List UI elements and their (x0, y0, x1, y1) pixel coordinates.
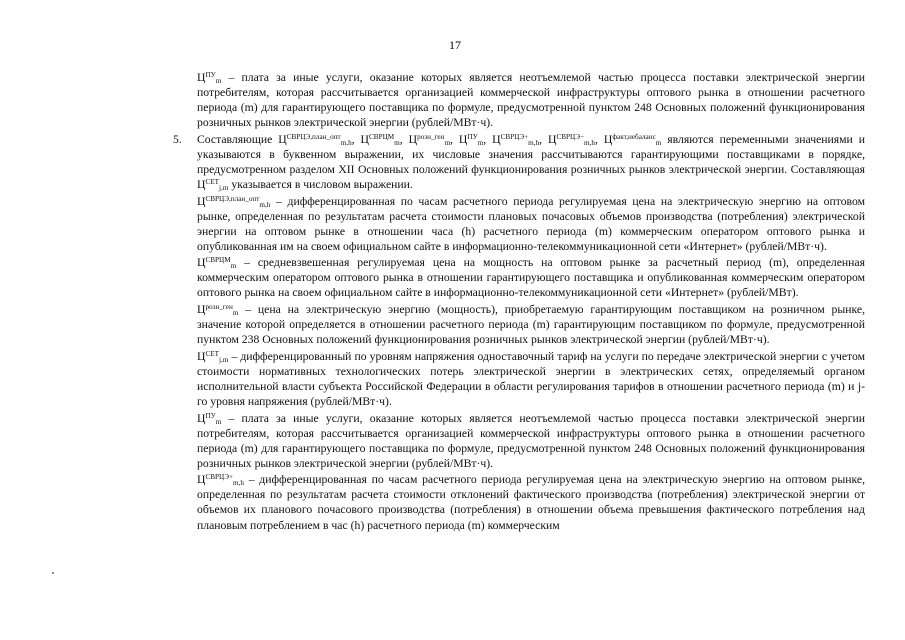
page-number: 17 (449, 38, 461, 52)
symbol-c-svrce-plus: $Ц^{СВРЦЭ+}_{m,h}$ (197, 473, 245, 488)
symbol-c-pu: $Ц^{ПУ}_m$ (197, 411, 222, 426)
symbol-c-set: $Ц^{СЕТ}_{j,m}$ (197, 177, 229, 192)
symbol-c-svrcm: $Ц^{СВРЦМ}_m$ (360, 132, 400, 147)
paragraph-svrce-plan-definition: $Ц^{СВРЦЭ,план\_опт}_{m,h}$ – дифференцированная по часам расчетного периода регулируемая цена на электрическую энергию на оптовом рынке, определенная по результатам расчета стоимости плановых почасовых объемов производства (потребления) электрической энергии на оптовом рынке в отношении часа (h) расчетного периода (m) коммерческим оператором оптового рынка и опубликованная им на своем официальном сайте в информационно-телекоммуникационной сети «Интернет» (рублей/МВт·ч). (197, 194, 865, 253)
symbol-c-rozn-gen: $Ц^{розн\_ген}_m$ (408, 132, 451, 147)
symbol-c-fakt-nebalans: $Ц^{факт,небаланс}_m$ (603, 132, 662, 147)
symbol-c-svrce-plan: $Ц^{СВРЦЭ,план\_опт}_{m,h}$ (278, 132, 352, 147)
symbol-c-svrce-plus: $Ц^{СВРЦЭ+}_{m,h}$ (492, 132, 540, 147)
symbol-c-pu: $Ц^{ПУ}_m$ (197, 71, 222, 85)
symbol-c-pu: $Ц^{ПУ}_m$ (458, 132, 484, 147)
paragraph-item-5: 5. Составляющие $Ц^{СВРЦЭ,план\_опт}_{m,h}$, $Ц^{СВРЦМ}_m$, $Ц^{розн\_ген}_m$, $Ц^{ПУ}_m$, $Ц^{СВРЦЭ+}_{m,h}$, $Ц^{СВРЦЭ-}_{m,h}$, $Ц^{факт,небаланс}_m$ являются переменными значениями и указываются в буквенном выражении, их числовые значения рассчитываются гарантирующими поставщиками в порядке, предусмотренном разделом XII Основных положений функционирования розничных рынков электрической энергии. Составляющая $Ц^{СЕТ}_{j,m}$ указывается в числовом выражении. (173, 132, 866, 192)
paragraph-rozn-gen-definition: $Ц^{розн\_ген}_m$ – цена на электрическую энергию (мощность), приобретаемую гарантирующим поставщиком на розничном рынке, значение которой определяется в отношении расчетного периода (m) гарантирующим поставщиком по формуле, предусмотренной пунктом 238 Основных положений функционирования розничных рынков электрической энергии (рублей/МВт·ч). (197, 303, 865, 347)
paragraph-svrcm-definition: $Ц^{СВРЦМ}_m$ – средневзвешенная регулируемая цена на мощность на оптовом рынке за расчетный период (m), определенная коммерческим оператором оптового рынка в отношении гарантирующего поставщика и опубликованная коммерческим оператором оптового рынка на своем официальном сайте в информационно-телекоммуникационной сети «Интернет» (рублей/МВт). (197, 256, 865, 300)
symbol-c-set: $Ц^{СЕТ}_{j,m}$ (197, 349, 229, 364)
paragraph-pu-definition: $Ц^{ПУ}_m$ – плата за иные услуги, оказание которых является неотъемлемой частью процесса поставки электрической энергии потребителям, которая рассчитывается организацией коммерческой инфраструктуры оптового рынка в отношении расчетного периода (m) для гарантирующего поставщика по формуле, предусмотренной пунктом 248 Основных положений функционирования розничных рынков электрической энергии (рублей/МВт·ч). (197, 71, 865, 130)
document-body (173, 70, 866, 534)
scan-speck (52, 572, 54, 574)
symbol-c-rozn-gen: $Ц^{розн\_ген}_m$ (197, 303, 239, 318)
symbol-c-svrce-minus: $Ц^{СВРЦЭ-}_{m,h}$ (548, 132, 596, 147)
paragraph-svrce-plus-definition: $Ц^{СВРЦЭ+}_{m,h}$ – дифференцированная по часам расчетного периода регулируемая цена на электрическую энергию на оптовом рынке, определенная по результатам расчета стоимости отклонений фактического производства (потребления) электрической энергии от объемов их планового почасового производства (потребления) в отношении объема превышения фактического потребления над плановым потреблением в час (h) расчетного периода (m) коммерческим (197, 473, 865, 532)
item-number: 5. (173, 132, 182, 146)
paragraph-pu-definition-2: $Ц^{ПУ}_m$ – плата за иные услуги, оказание которых является неотъемлемой частью процесса поставки электрической энергии потребителям, которая рассчитывается организацией коммерческой инфраструктуры оптового рынка в отношении расчетного периода (m) для гарантирующего поставщика по формуле, предусмотренной пунктом 248 Основных положений функционирования розничных рынков электрической энергии (рублей/МВт·ч). (197, 411, 865, 470)
symbol-c-svrce-plan: $Ц^{СВРЦЭ,план\_опт}_{m,h}$ (197, 194, 271, 209)
symbol-c-svrcm: $Ц^{СВРЦМ}_m$ (197, 256, 237, 271)
paragraph-set-definition: $Ц^{СЕТ}_{j,m}$ – дифференцированный по уровням напряжения одноставочный тариф на услуги по передаче электрической энергии с учетом стоимости нормативных технологических потерь электрической энергии в электрических сетях, определяемый органом исполнительной власти субъекта Российской Федерации в области регулирования тарифов в отношении расчетного периода (m) и j-го уровня напряжения (рублей/МВт·ч). (197, 349, 865, 408)
